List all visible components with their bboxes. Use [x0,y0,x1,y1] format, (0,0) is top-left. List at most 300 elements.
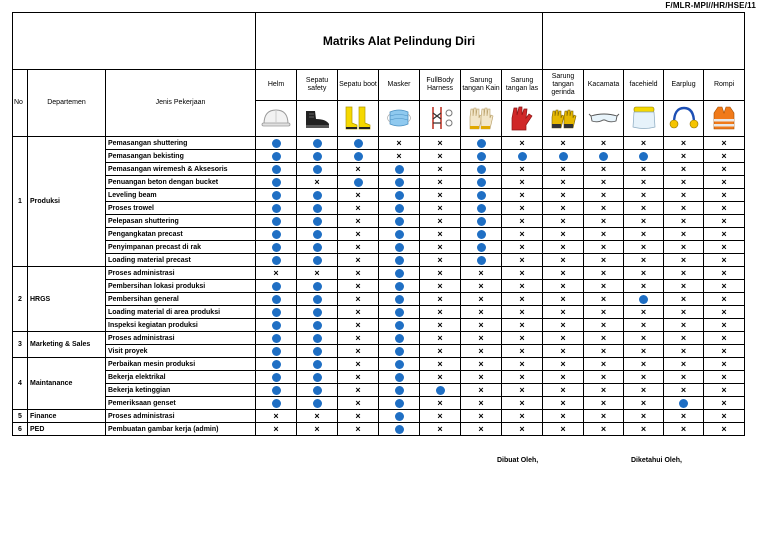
matrix-cell [704,410,745,423]
not-required-cross-icon: × [600,384,607,395]
matrix-cell [338,176,379,189]
not-required-cross-icon: × [437,176,443,187]
not-required-cross-icon: × [273,423,279,434]
table-row [13,241,745,254]
signature-known-by: Diketahui Oleh, [631,457,682,464]
matrix-cell [543,215,584,228]
matrix-cell [584,280,624,293]
ppe-image-cell-7 [502,101,543,137]
matrix-cell [379,254,420,267]
required-dot-icon [272,282,281,291]
not-required-cross-icon: × [519,176,525,187]
matrix-cell [379,345,420,358]
matrix-cell [543,306,584,319]
matrix-cell [664,397,704,410]
matrix-cell [297,293,338,306]
not-required-cross-icon: × [519,358,525,369]
matrix-cell [461,189,502,202]
not-required-cross-icon: × [519,397,525,408]
matrix-cell [624,319,664,332]
matrix-cell [461,228,502,241]
not-required-cross-icon: × [519,410,525,421]
matrix-cell [338,306,379,319]
required-dot-icon [395,256,404,265]
not-required-cross-icon: × [437,319,443,330]
not-required-cross-icon: × [600,280,607,291]
matrix-cell [461,137,502,150]
required-dot-icon [272,152,281,161]
required-dot-icon [313,308,322,317]
job-name: Bekerja elektrikal [106,371,256,384]
matrix-cell [420,332,461,345]
required-dot-icon [679,399,688,408]
matrix-cell [461,358,502,371]
not-required-cross-icon: × [519,254,525,265]
matrix-cell [420,163,461,176]
matrix-cell [704,397,745,410]
harness-icon [420,105,460,133]
matrix-cell [379,176,420,189]
not-required-cross-icon: × [314,423,320,434]
matrix-cell [297,319,338,332]
matrix-cell [420,202,461,215]
not-required-cross-icon: × [721,215,727,226]
matrix-cell [502,267,543,280]
matrix-cell [543,332,584,345]
required-dot-icon [436,386,445,395]
goggles-icon [584,108,623,130]
required-dot-icon [272,360,281,369]
page-title: Matriks Alat Pelindung Diri [256,13,543,70]
not-required-cross-icon: × [680,280,687,291]
not-required-cross-icon: × [560,293,566,304]
matrix-cell [297,397,338,410]
matrix-cell [502,410,543,423]
not-required-cross-icon: × [314,176,320,187]
matrix-cell [297,228,338,241]
matrix-cell [584,319,624,332]
matrix-cell [461,345,502,358]
not-required-cross-icon: × [560,306,566,317]
matrix-cell [297,345,338,358]
matrix-cell [420,254,461,267]
matrix-cell [664,410,704,423]
matrix-cell [297,267,338,280]
not-required-cross-icon: × [478,267,484,278]
table-row [13,358,745,371]
matrix-cell [297,137,338,150]
not-required-cross-icon: × [600,254,607,265]
not-required-cross-icon: × [640,423,647,434]
matrix-cell [664,189,704,202]
required-dot-icon [395,321,404,330]
mask-icon [379,106,419,132]
matrix-cell [297,189,338,202]
not-required-cross-icon: × [355,202,361,213]
not-required-cross-icon: × [355,319,361,330]
not-required-cross-icon: × [680,410,687,421]
not-required-cross-icon: × [519,215,525,226]
ppe-header-12: Rompi [704,70,745,101]
table-row [13,319,745,332]
matrix-cell [338,332,379,345]
matrix-cell [543,228,584,241]
matrix-cell [543,176,584,189]
matrix-cell [256,241,297,254]
matrix-cell [704,423,745,436]
not-required-cross-icon: × [640,202,647,213]
matrix-cell [584,423,624,436]
ppe-image-cell-5 [420,101,461,137]
required-dot-icon [639,152,648,161]
not-required-cross-icon: × [680,202,687,213]
not-required-cross-icon: × [600,345,607,356]
matrix-cell [420,358,461,371]
matrix-cell [584,306,624,319]
matrix-cell [664,137,704,150]
matrix-cell [256,293,297,306]
matrix-cell [297,150,338,163]
not-required-cross-icon: × [560,202,566,213]
not-required-cross-icon: × [640,319,647,330]
required-dot-icon [559,152,568,161]
not-required-cross-icon: × [478,332,484,343]
matrix-cell [584,384,624,397]
not-required-cross-icon: × [437,267,443,278]
not-required-cross-icon: × [519,137,525,148]
not-required-cross-icon: × [680,293,687,304]
ppe-image-cell-4 [379,101,420,137]
job-name: Leveling beam [106,189,256,202]
not-required-cross-icon: × [355,358,361,369]
table-row [13,306,745,319]
not-required-cross-icon: × [600,319,607,330]
required-dot-icon [313,282,322,291]
required-dot-icon [272,243,281,252]
matrix-cell [256,306,297,319]
department-name: Finance [28,410,106,423]
not-required-cross-icon: × [519,189,525,200]
matrix-cell [543,150,584,163]
matrix-cell [338,293,379,306]
matrix-cell [664,163,704,176]
matrix-cell [256,137,297,150]
vest-icon [704,105,744,133]
matrix-cell [543,280,584,293]
required-dot-icon [395,282,404,291]
not-required-cross-icon: × [519,384,525,395]
required-dot-icon [272,204,281,213]
matrix-cell [461,319,502,332]
not-required-cross-icon: × [680,306,687,317]
not-required-cross-icon: × [355,371,361,382]
required-dot-icon [354,139,363,148]
required-dot-icon [313,230,322,239]
not-required-cross-icon: × [437,345,443,356]
required-dot-icon [395,386,404,395]
matrix-cell [338,280,379,293]
not-required-cross-icon: × [519,332,525,343]
not-required-cross-icon: × [478,293,484,304]
table-row [13,293,745,306]
not-required-cross-icon: × [478,345,484,356]
table-row [13,176,745,189]
table-row [13,267,745,280]
required-dot-icon [518,152,527,161]
matrix-cell [420,280,461,293]
required-dot-icon [313,360,322,369]
matrix-cell [704,280,745,293]
not-required-cross-icon: × [721,345,727,356]
matrix-cell [379,228,420,241]
not-required-cross-icon: × [560,332,566,343]
matrix-cell [338,202,379,215]
required-dot-icon [639,295,648,304]
matrix-cell [664,280,704,293]
job-name: Penyimpanan precast di rak [106,241,256,254]
matrix-cell [461,241,502,254]
matrix-cell [256,267,297,280]
not-required-cross-icon: × [600,306,607,317]
header-departemen: Departemen [28,70,106,137]
not-required-cross-icon: × [519,228,525,239]
required-dot-icon [272,386,281,395]
matrix-cell [704,293,745,306]
matrix-cell [502,423,543,436]
not-required-cross-icon: × [640,254,647,265]
ppe-image-cell-10 [624,101,664,137]
document-code: F/MLR-MPI//HR/HSE/11 [665,1,756,10]
matrix-cell [379,358,420,371]
not-required-cross-icon: × [721,176,727,187]
job-name: Pemasangan bekisting [106,150,256,163]
table-row [13,397,745,410]
not-required-cross-icon: × [640,345,647,356]
matrix-cell [584,410,624,423]
matrix-cell [502,371,543,384]
not-required-cross-icon: × [437,215,443,226]
matrix-cell [256,163,297,176]
not-required-cross-icon: × [600,293,607,304]
matrix-cell [420,306,461,319]
not-required-cross-icon: × [680,241,687,252]
matrix-cell [420,423,461,436]
not-required-cross-icon: × [600,137,607,148]
not-required-cross-icon: × [560,345,566,356]
not-required-cross-icon: × [355,254,361,265]
matrix-cell [704,137,745,150]
matrix-cell [624,345,664,358]
not-required-cross-icon: × [355,280,361,291]
not-required-cross-icon: × [437,137,443,148]
not-required-cross-icon: × [437,306,443,317]
header-row [13,70,745,101]
matrix-cell [502,189,543,202]
matrix-cell [379,150,420,163]
not-required-cross-icon: × [519,267,525,278]
required-dot-icon [477,178,486,187]
matrix-cell [420,150,461,163]
matrix-cell [664,332,704,345]
ppe-header-5: FullBody Harness [420,70,461,101]
matrix-cell [502,150,543,163]
required-dot-icon [313,152,322,161]
matrix-cell [420,397,461,410]
not-required-cross-icon: × [600,189,607,200]
matrix-cell [338,163,379,176]
not-required-cross-icon: × [680,176,687,187]
matrix-cell [502,345,543,358]
not-required-cross-icon: × [640,397,647,408]
not-required-cross-icon: × [600,241,607,252]
matrix-cell [297,371,338,384]
not-required-cross-icon: × [721,163,727,174]
not-required-cross-icon: × [721,241,727,252]
matrix-cell [379,163,420,176]
job-name: Loading material di area produksi [106,306,256,319]
matrix-cell [624,384,664,397]
not-required-cross-icon: × [519,293,525,304]
matrix-cell [338,397,379,410]
not-required-cross-icon: × [640,241,647,252]
matrix-cell [420,228,461,241]
matrix-cell [461,384,502,397]
matrix-cell [256,254,297,267]
not-required-cross-icon: × [600,176,607,187]
matrix-cell [379,267,420,280]
not-required-cross-icon: × [600,332,607,343]
required-dot-icon [272,165,281,174]
matrix-cell [420,319,461,332]
job-name: Proses administrasi [106,332,256,345]
not-required-cross-icon: × [355,332,361,343]
not-required-cross-icon: × [680,215,687,226]
not-required-cross-icon: × [721,423,727,434]
not-required-cross-icon: × [519,163,525,174]
matrix-cell [704,384,745,397]
matrix-cell [584,150,624,163]
department-name: Marketing & Sales [28,332,106,358]
matrix-cell [624,397,664,410]
not-required-cross-icon: × [560,423,566,434]
matrix-cell [297,202,338,215]
required-dot-icon [395,360,404,369]
not-required-cross-icon: × [478,306,484,317]
not-required-cross-icon: × [721,293,727,304]
matrix-cell [420,410,461,423]
matrix-cell [664,267,704,280]
matrix-cell [379,293,420,306]
required-dot-icon [272,399,281,408]
matrix-cell [624,423,664,436]
ppe-image-cell-12 [704,101,745,137]
matrix-cell [664,215,704,228]
matrix-cell [704,189,745,202]
matrix-cell [420,293,461,306]
matrix-cell [297,410,338,423]
not-required-cross-icon: × [314,267,320,278]
not-required-cross-icon: × [560,254,566,265]
not-required-cross-icon: × [600,267,607,278]
matrix-cell [624,189,664,202]
matrix-cell [664,384,704,397]
not-required-cross-icon: × [478,397,484,408]
table-row [13,228,745,241]
ppe-image-cell-6 [461,101,502,137]
not-required-cross-icon: × [640,371,647,382]
helmet-icon [256,106,296,132]
not-required-cross-icon: × [560,241,566,252]
table-row [13,332,745,345]
matrix-cell [420,137,461,150]
required-dot-icon [395,230,404,239]
department-name: PED [28,423,106,436]
matrix-cell [664,228,704,241]
required-dot-icon [313,334,322,343]
matrix-cell [379,332,420,345]
matrix-cell [664,293,704,306]
matrix-cell [584,189,624,202]
not-required-cross-icon: × [721,189,727,200]
matrix-cell [624,371,664,384]
table-row [13,137,745,150]
not-required-cross-icon: × [721,358,727,369]
matrix-cell [584,176,624,189]
matrix-cell [338,137,379,150]
matrix-cell [584,358,624,371]
required-dot-icon [395,412,404,421]
matrix-cell [502,332,543,345]
not-required-cross-icon: × [437,189,443,200]
matrix-cell [624,241,664,254]
matrix-cell [543,189,584,202]
not-required-cross-icon: × [600,358,607,369]
ppe-header-2: Sepatu safety [297,70,338,101]
not-required-cross-icon: × [437,410,443,421]
not-required-cross-icon: × [519,280,525,291]
job-name: Visit proyek [106,345,256,358]
not-required-cross-icon: × [355,384,361,395]
title-blank [13,13,256,70]
required-dot-icon [477,243,486,252]
required-dot-icon [272,334,281,343]
matrix-cell [584,267,624,280]
ppe-header-10: facehield [624,70,664,101]
not-required-cross-icon: × [478,319,484,330]
matrix-cell [584,228,624,241]
matrix-cell [704,241,745,254]
not-required-cross-icon: × [355,189,361,200]
matrix-cell [420,384,461,397]
not-required-cross-icon: × [640,215,647,226]
not-required-cross-icon: × [437,332,443,343]
ppe-image-cell-2 [297,101,338,137]
matrix-cell [543,319,584,332]
not-required-cross-icon: × [680,423,687,434]
matrix-cell [502,137,543,150]
matrix-cell [297,176,338,189]
ppe-matrix-table [12,12,745,436]
signature-made-by: Dibuat Oleh, [497,457,539,464]
ppe-header-6: Sarung tangan Kain [461,70,502,101]
matrix-cell [704,254,745,267]
matrix-cell [664,202,704,215]
matrix-cell [379,371,420,384]
matrix-cell [461,254,502,267]
required-dot-icon [395,425,404,434]
matrix-cell [502,319,543,332]
matrix-cell [704,306,745,319]
